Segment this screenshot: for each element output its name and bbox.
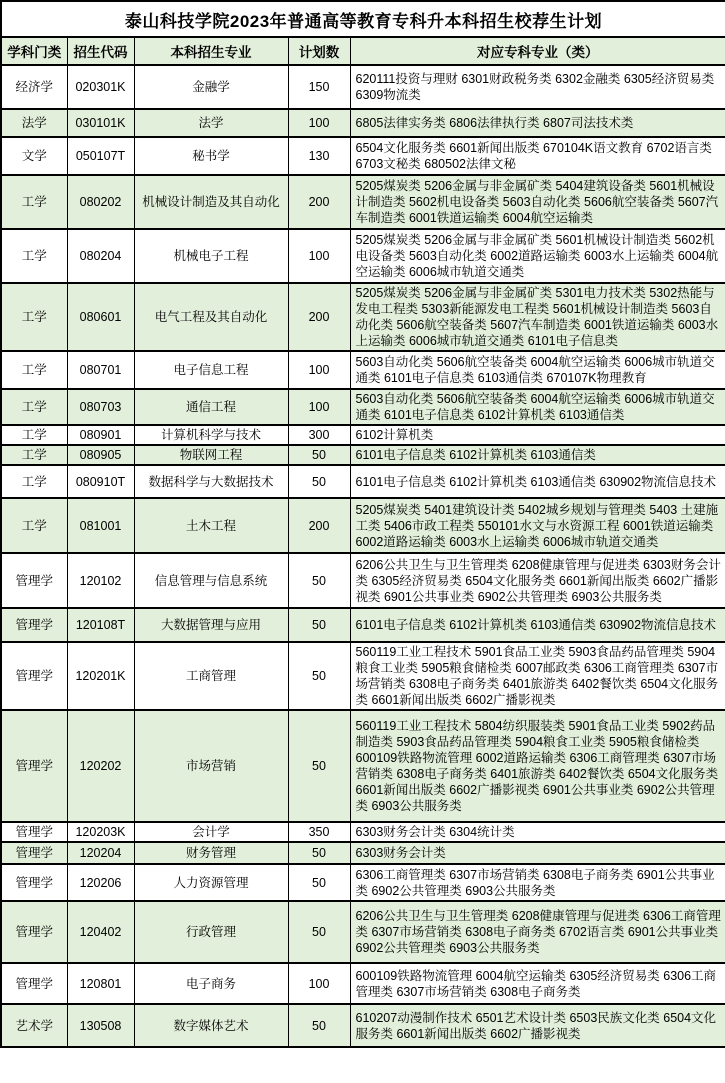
cell-enrollment-code: 120201K	[67, 642, 134, 710]
cell-plan-count: 100	[288, 389, 350, 425]
table-row	[1, 109, 725, 137]
cell-subject-category: 管理学	[1, 608, 67, 642]
table-row	[1, 608, 725, 642]
cell-plan-count: 150	[288, 65, 350, 109]
cell-subject-category: 艺术学	[1, 1004, 67, 1047]
cell-subject-category: 管理学	[1, 822, 67, 842]
cell-corresponding-majors: 5603自动化类 5606航空装备类 6004航空运输类 6006城市轨道交通类 6101电子信息类 6102计算机类 6103通信类	[350, 389, 725, 425]
cell-undergrad-major: 法学	[134, 109, 288, 137]
table-row	[1, 465, 725, 498]
table-row	[1, 842, 725, 864]
cell-enrollment-code: 080905	[67, 445, 134, 465]
table-row	[1, 822, 725, 842]
table-row	[1, 553, 725, 608]
cell-plan-count: 100	[288, 229, 350, 283]
cell-plan-count: 50	[288, 445, 350, 465]
cell-plan-count: 100	[288, 109, 350, 137]
cell-undergrad-major: 工商管理	[134, 642, 288, 710]
table-row	[1, 351, 725, 389]
cell-corresponding-majors: 6303财务会计类 6304统计类	[350, 822, 725, 842]
cell-undergrad-major: 土木工程	[134, 498, 288, 553]
cell-subject-category: 工学	[1, 229, 67, 283]
table-row	[1, 864, 725, 901]
table-row	[1, 65, 725, 109]
col-header-subject-category: 学科门类	[1, 37, 67, 65]
cell-corresponding-majors: 610207动漫制作技术 6501艺术设计类 6503民族文化类 6504文化服务类 6601新闻出版类 6602广播影视类	[350, 1004, 725, 1047]
cell-corresponding-majors: 620111投资与理财 6301财政税务类 6302金融类 6305经济贸易类 6309物流类	[350, 65, 725, 109]
cell-undergrad-major: 信息管理与信息系统	[134, 553, 288, 608]
cell-subject-category: 工学	[1, 175, 67, 229]
cell-plan-count: 350	[288, 822, 350, 842]
cell-subject-category: 管理学	[1, 553, 67, 608]
table-row	[1, 389, 725, 425]
table-row	[1, 710, 725, 822]
cell-enrollment-code: 080910T	[67, 465, 134, 498]
cell-undergrad-major: 财务管理	[134, 842, 288, 864]
cell-enrollment-code: 120108T	[67, 608, 134, 642]
cell-undergrad-major: 秘书学	[134, 137, 288, 175]
column-header-row	[1, 37, 725, 65]
cell-subject-category: 工学	[1, 445, 67, 465]
cell-corresponding-majors: 6306工商管理类 6307市场营销类 6308电子商务类 6901公共事业类 6902公共管理类 6903公共服务类	[350, 864, 725, 901]
cell-undergrad-major: 通信工程	[134, 389, 288, 425]
cell-undergrad-major: 市场营销	[134, 710, 288, 822]
cell-enrollment-code: 130508	[67, 1004, 134, 1047]
cell-enrollment-code: 080703	[67, 389, 134, 425]
cell-enrollment-code: 081001	[67, 498, 134, 553]
cell-undergrad-major: 电气工程及其自动化	[134, 283, 288, 351]
cell-undergrad-major: 电子商务	[134, 963, 288, 1004]
cell-corresponding-majors: 5205煤炭类 5206金属与非金属矿类 5601机械设计制造类 5602机电设备类 5603自动化类 6002道路运输类 6003水上运输类 6004航空运输类 6006城市轨道交通类	[350, 229, 725, 283]
cell-plan-count: 50	[288, 608, 350, 642]
cell-corresponding-majors: 560119工业工程技术 5901食品工业类 5903食品药品管理类 5904粮食工业类 5905粮食储检类 6007邮政类 6306工商管理类 6307市场营销类 6308电子商务类 6401旅游类 6402餐饮类 6504文化服务类 6601新闻出版类 6602广播影视类	[350, 642, 725, 710]
cell-undergrad-major: 大数据管理与应用	[134, 608, 288, 642]
cell-undergrad-major: 电子信息工程	[134, 351, 288, 389]
cell-plan-count: 50	[288, 842, 350, 864]
cell-corresponding-majors: 5205煤炭类 5206金属与非金属矿类 5404建筑设备类 5601机械设计制造类 5602机电设备类 5603自动化类 5606航空装备类 5607汽车制造类 6001铁道运输类 6004航空运输类	[350, 175, 725, 229]
table-row	[1, 283, 725, 351]
table-row	[1, 425, 725, 445]
cell-corresponding-majors: 6206公共卫生与卫生管理类 6208健康管理与促进类 6303财务会计类 6305经济贸易类 6504文化服务类 6601新闻出版类 6602广播影视类 6901公共事业类 6902公共管理类 6903公共服务类	[350, 553, 725, 608]
cell-undergrad-major: 会计学	[134, 822, 288, 842]
cell-subject-category: 经济学	[1, 65, 67, 109]
col-header-undergrad-major: 本科招生专业	[134, 37, 288, 65]
cell-subject-category: 管理学	[1, 963, 67, 1004]
cell-subject-category: 工学	[1, 498, 67, 553]
cell-plan-count: 100	[288, 963, 350, 1004]
cell-enrollment-code: 080204	[67, 229, 134, 283]
table-row	[1, 901, 725, 963]
table-row	[1, 498, 725, 553]
col-header-corresponding-majors: 对应专科专业（类）	[350, 37, 725, 65]
cell-corresponding-majors: 5603自动化类 5606航空装备类 6004航空运输类 6006城市轨道交通类 6101电子信息类 6103通信类 670107K物理教育	[350, 351, 725, 389]
cell-corresponding-majors: 6101电子信息类 6102计算机类 6103通信类 630902物流信息技术	[350, 608, 725, 642]
cell-enrollment-code: 120102	[67, 553, 134, 608]
cell-plan-count: 50	[288, 465, 350, 498]
cell-corresponding-majors: 5205煤炭类 5206金属与非金属矿类 5301电力技术类 5302热能与发电工程类 5303新能源发电工程类 5601机械设计制造类 5603自动化类 5606航空装备类 5607汽车制造类 6001铁道运输类 6003水上运输类 6006城市轨道交通类 6101电子信息类	[350, 283, 725, 351]
cell-corresponding-majors: 560119工业工程技术 5804纺织服装类 5901食品工业类 5902药品制造类 5903食品药品管理类 5904粮食工业类 5905粮食储检类 600109铁路物流管理 6002道路运输类 6306工商管理类 6307市场营销类 6308电子商务类 6401旅游类 6402餐饮类 6504文化服务类 6601新闻出版类 6602广播影视类 6901公共事业类 6902公共管理类 6903公共服务类	[350, 710, 725, 822]
cell-undergrad-major: 机械设计制造及其自动化	[134, 175, 288, 229]
cell-undergrad-major: 数据科学与大数据技术	[134, 465, 288, 498]
col-header-enrollment-code: 招生代码	[67, 37, 134, 65]
cell-corresponding-majors: 6101电子信息类 6102计算机类 6103通信类 630902物流信息技术	[350, 465, 725, 498]
page-title: 泰山科技学院2023年普通高等教育专科升本科招生校荐生计划	[1, 1, 725, 37]
table-row	[1, 137, 725, 175]
cell-corresponding-majors: 600109铁路物流管理 6004航空运输类 6305经济贸易类 6306工商管理类 6307市场营销类 6308电子商务类	[350, 963, 725, 1004]
cell-corresponding-majors: 6303财务会计类	[350, 842, 725, 864]
cell-enrollment-code: 120801	[67, 963, 134, 1004]
cell-enrollment-code: 080701	[67, 351, 134, 389]
cell-corresponding-majors: 6805法律实务类 6806法律执行类 6807司法技术类	[350, 109, 725, 137]
cell-subject-category: 工学	[1, 389, 67, 425]
table-title-row	[1, 1, 725, 37]
cell-corresponding-majors: 6101电子信息类 6102计算机类 6103通信类	[350, 445, 725, 465]
cell-enrollment-code: 120203K	[67, 822, 134, 842]
cell-corresponding-majors: 6504文化服务类 6601新闻出版类 670104K语文教育 6702语言类 6703文秘类 680502法律文秘	[350, 137, 725, 175]
cell-subject-category: 管理学	[1, 864, 67, 901]
cell-subject-category: 管理学	[1, 901, 67, 963]
cell-corresponding-majors: 5205煤炭类 5401建筑设计类 5402城乡规划与管理类 5403 土建施工类 5406市政工程类 550101水文与水资源工程 6001铁道运输类 6002道路运输类 6003水上运输类 6006城市轨道交通类	[350, 498, 725, 553]
cell-undergrad-major: 物联网工程	[134, 445, 288, 465]
cell-corresponding-majors: 6206公共卫生与卫生管理类 6208健康管理与促进类 6306工商管理类 6307市场营销类 6308电子商务类 6702语言类 6901公共事业类 6902公共管理类 6903公共服务类	[350, 901, 725, 963]
cell-subject-category: 法学	[1, 109, 67, 137]
table-row	[1, 175, 725, 229]
cell-plan-count: 50	[288, 1004, 350, 1047]
table-row	[1, 963, 725, 1004]
col-header-plan-count: 计划数	[288, 37, 350, 65]
cell-undergrad-major: 机械电子工程	[134, 229, 288, 283]
cell-enrollment-code: 030101K	[67, 109, 134, 137]
cell-subject-category: 管理学	[1, 842, 67, 864]
cell-undergrad-major: 计算机科学与技术	[134, 425, 288, 445]
cell-plan-count: 200	[288, 175, 350, 229]
cell-plan-count: 300	[288, 425, 350, 445]
cell-plan-count: 100	[288, 351, 350, 389]
cell-plan-count: 50	[288, 901, 350, 963]
table-row	[1, 1004, 725, 1047]
table-row	[1, 445, 725, 465]
cell-undergrad-major: 人力资源管理	[134, 864, 288, 901]
cell-undergrad-major: 数字媒体艺术	[134, 1004, 288, 1047]
cell-plan-count: 200	[288, 283, 350, 351]
cell-subject-category: 文学	[1, 137, 67, 175]
cell-corresponding-majors: 6102计算机类	[350, 425, 725, 445]
table-row	[1, 642, 725, 710]
cell-enrollment-code: 120402	[67, 901, 134, 963]
cell-undergrad-major: 金融学	[134, 65, 288, 109]
cell-subject-category: 工学	[1, 283, 67, 351]
cell-subject-category: 工学	[1, 351, 67, 389]
cell-enrollment-code: 080202	[67, 175, 134, 229]
cell-enrollment-code: 120202	[67, 710, 134, 822]
cell-enrollment-code: 080901	[67, 425, 134, 445]
table-body	[1, 65, 725, 1047]
cell-subject-category: 工学	[1, 465, 67, 498]
cell-plan-count: 50	[288, 553, 350, 608]
cell-enrollment-code: 120206	[67, 864, 134, 901]
table-row	[1, 229, 725, 283]
cell-plan-count: 50	[288, 642, 350, 710]
cell-plan-count: 200	[288, 498, 350, 553]
cell-enrollment-code: 050107T	[67, 137, 134, 175]
cell-subject-category: 工学	[1, 425, 67, 445]
cell-subject-category: 管理学	[1, 710, 67, 822]
cell-plan-count: 130	[288, 137, 350, 175]
cell-plan-count: 50	[288, 710, 350, 822]
cell-subject-category: 管理学	[1, 642, 67, 710]
cell-undergrad-major: 行政管理	[134, 901, 288, 963]
cell-plan-count: 50	[288, 864, 350, 901]
cell-enrollment-code: 080601	[67, 283, 134, 351]
cell-enrollment-code: 120204	[67, 842, 134, 864]
cell-enrollment-code: 020301K	[67, 65, 134, 109]
